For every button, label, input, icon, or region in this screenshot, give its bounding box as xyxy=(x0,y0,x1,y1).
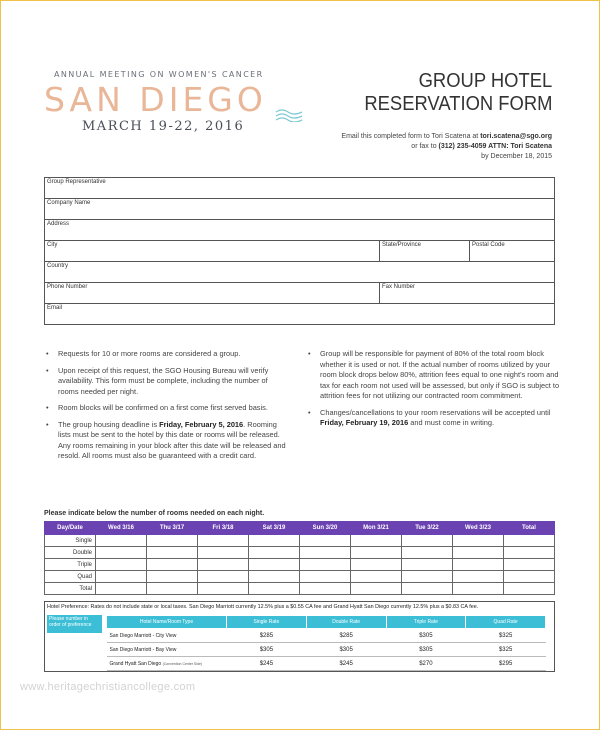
rooms-row xyxy=(45,535,555,547)
rate-value: $325 xyxy=(498,632,513,639)
hotel-name: San Diego Marriott - Bay View xyxy=(109,646,177,653)
rate-cell xyxy=(306,643,386,657)
rooms-row xyxy=(45,571,555,583)
rate-value: $305 xyxy=(339,646,353,653)
hotel-name-note: (Convention Center Side) xyxy=(162,661,203,666)
room-count-cell[interactable] xyxy=(147,535,198,547)
hotel-name-cell xyxy=(107,629,227,643)
rooms-column-header: Day/Date xyxy=(45,522,96,535)
country-field[interactable]: Country xyxy=(45,262,555,283)
rate-column-header: Single Rate xyxy=(227,616,307,629)
rate-cell xyxy=(466,629,546,643)
room-type-label: Triple xyxy=(45,559,96,571)
hotel-name: Grand Hyatt San Diego xyxy=(109,660,162,667)
room-count-cell[interactable] xyxy=(504,571,555,583)
rate-cell xyxy=(466,657,546,671)
room-count-cell[interactable] xyxy=(300,547,351,559)
rooms-column-header: Wed 3/16 xyxy=(96,522,147,535)
room-count-cell[interactable] xyxy=(96,547,147,559)
form-title-line2: RESERVATION FORM xyxy=(363,93,552,115)
hotel-row xyxy=(107,657,546,671)
instruction-text: Room blocks will be confirmed on a first come first served basis. xyxy=(58,403,268,412)
room-count-cell[interactable] xyxy=(504,559,555,571)
postal-code-field[interactable]: Postal Code xyxy=(470,241,555,262)
room-count-cell[interactable] xyxy=(147,547,198,559)
rate-value: $325 xyxy=(498,646,513,653)
room-count-cell[interactable] xyxy=(453,583,504,595)
rate-value: $245 xyxy=(339,660,353,667)
room-count-cell[interactable] xyxy=(249,583,300,595)
instructions-right xyxy=(306,349,560,435)
room-count-cell[interactable] xyxy=(300,535,351,547)
rate-column-header: Double Rate xyxy=(306,616,386,629)
hotel-rates-table xyxy=(106,615,546,671)
rate-value: $285 xyxy=(259,632,274,639)
rate-cell xyxy=(227,629,307,643)
rooms-column-header: Total xyxy=(504,522,555,535)
preference-instruction: Please number in order of preference xyxy=(47,615,102,633)
instruction-text-after: and must come in writing. xyxy=(408,418,495,427)
room-count-cell[interactable] xyxy=(147,559,198,571)
rooms-column-header: Sun 3/20 xyxy=(300,522,351,535)
rooms-column-header: Thu 3/17 xyxy=(147,522,198,535)
rooms-column-header: Sat 3/19 xyxy=(249,522,300,535)
room-type-label: Total xyxy=(45,583,96,595)
rate-cell xyxy=(306,657,386,671)
room-count-cell[interactable] xyxy=(300,559,351,571)
rate-value: $270 xyxy=(419,660,433,667)
room-count-cell[interactable] xyxy=(96,571,147,583)
room-type-label: Quad xyxy=(45,571,96,583)
room-count-cell[interactable] xyxy=(453,535,504,547)
form-title-line1: GROUP HOTEL xyxy=(418,70,552,92)
group-representative-field[interactable]: Group Representative xyxy=(45,178,555,199)
hotel-row xyxy=(107,643,546,657)
instruction-text: Group will be responsible for payment of 80% of the total room block whether it is used or not. If the actual number of rooms utilized by your room block drops below 80%, attrition fees equal to one night's room and tax for each room not used will be assessed, but only if SGO is subject to attrition fees for not utilizing our contracted room commitment. xyxy=(320,349,560,400)
room-count-cell[interactable] xyxy=(198,583,249,595)
rate-cell xyxy=(386,629,466,643)
contact-info xyxy=(341,132,552,162)
room-type-label: Single xyxy=(45,535,96,547)
instruction-text: The group housing deadline is xyxy=(58,419,160,429)
rate-column-header: Quad Rate xyxy=(466,616,546,629)
rate-value: $285 xyxy=(339,632,353,639)
contact-email-link[interactable]: tori.scatena@sgo.org xyxy=(480,133,552,140)
room-count-cell[interactable] xyxy=(249,535,300,547)
room-count-cell[interactable] xyxy=(402,559,453,571)
room-count-cell[interactable] xyxy=(504,547,555,559)
rate-value: $305 xyxy=(259,646,274,653)
instruction-text-after: . Rooming lists must be sent to the hotel by this date or rooms will be released. Any rooms remaining in your block after this date will be released and resold. All rooms must also be guaranteed with a credit card. xyxy=(58,419,286,460)
rate-cell xyxy=(386,643,466,657)
rate-column-header: Triple Rate xyxy=(386,616,466,629)
event-dates: MARCH 19-22, 2016 xyxy=(82,119,245,134)
room-type-label: Double xyxy=(45,547,96,559)
room-count-cell[interactable] xyxy=(96,559,147,571)
room-count-cell[interactable] xyxy=(249,559,300,571)
room-count-cell[interactable] xyxy=(453,559,504,571)
contact-info-form xyxy=(44,177,555,325)
rooms-column-header: Wed 3/23 xyxy=(453,522,504,535)
rate-column-header: Hotel Name/Room Type xyxy=(107,616,227,629)
instruction-text: Changes/cancellations to your room reservations will be accepted until xyxy=(320,407,551,417)
state-province-field[interactable]: State/Province xyxy=(380,241,470,262)
phone-number-field[interactable]: Phone Number xyxy=(45,283,380,304)
contact-fax: (312) 235-4059 ATTN: Tori Scatena xyxy=(438,143,552,150)
instruction-item xyxy=(44,349,289,360)
room-count-cell[interactable] xyxy=(504,535,555,547)
room-count-cell[interactable] xyxy=(402,535,453,547)
rooms-row xyxy=(45,547,555,559)
instruction-text: Upon receipt of this request, the SGO Housing Bureau will verify availability. This form must be complete, including the number of rooms needed per night. xyxy=(58,365,269,396)
hotel-preference-note: Hotel Preference: Rates do not include state or local taxes. San Diego Marriott currently 12.5% plus a $0.55 CA fee and Grand Hyatt San Diego currently 12.5% plus a $0.83 CA fee. xyxy=(47,604,479,610)
room-count-cell[interactable] xyxy=(504,583,555,595)
rooms-row xyxy=(45,583,555,595)
room-count-cell[interactable] xyxy=(249,547,300,559)
contact-line2-prefix: or fax to xyxy=(411,143,439,150)
event-name: ANNUAL MEETING ON WOMEN'S CANCER xyxy=(54,70,264,79)
room-count-cell[interactable] xyxy=(198,571,249,583)
rate-value: $305 xyxy=(419,632,433,639)
hotel-name: San Diego Marriott - City View xyxy=(109,632,177,639)
room-count-cell[interactable] xyxy=(351,535,402,547)
room-count-cell[interactable] xyxy=(147,583,198,595)
hotel-preference-box xyxy=(44,601,555,672)
rate-cell xyxy=(306,629,386,643)
event-city-logo: SAN DIEGO xyxy=(44,80,267,119)
room-count-cell[interactable] xyxy=(453,547,504,559)
instruction-item xyxy=(44,420,289,462)
rooms-column-header: Fri 3/18 xyxy=(198,522,249,535)
rooms-per-night-table xyxy=(44,521,555,595)
rate-cell xyxy=(386,657,466,671)
room-count-cell[interactable] xyxy=(402,547,453,559)
rate-value: $295 xyxy=(498,660,513,667)
room-count-cell[interactable] xyxy=(96,535,147,547)
hotel-name-cell xyxy=(107,657,227,671)
room-count-cell[interactable] xyxy=(147,571,198,583)
hotel-name-cell xyxy=(107,643,227,657)
contact-line1-prefix: Email this completed form to Tori Scatena at xyxy=(341,133,481,140)
city-field[interactable]: City xyxy=(45,241,380,262)
instruction-deadline: Friday, February 19, 2016 xyxy=(320,418,409,427)
room-count-cell[interactable] xyxy=(351,547,402,559)
room-count-cell[interactable] xyxy=(198,535,249,547)
rate-cell xyxy=(466,643,546,657)
company-name-field[interactable]: Company Name xyxy=(45,199,555,220)
room-count-cell[interactable] xyxy=(300,571,351,583)
rate-value: $305 xyxy=(419,646,433,653)
room-count-cell[interactable] xyxy=(453,571,504,583)
room-count-cell[interactable] xyxy=(351,559,402,571)
instruction-text: Requests for 10 or more rooms are considered a group. xyxy=(58,349,241,358)
wave-icon xyxy=(275,108,303,122)
instruction-item xyxy=(44,403,289,414)
room-count-cell[interactable] xyxy=(402,583,453,595)
instruction-item xyxy=(306,349,560,402)
rate-cell xyxy=(227,643,307,657)
email-field[interactable]: Email xyxy=(45,304,555,325)
room-count-cell[interactable] xyxy=(351,583,402,595)
room-count-cell[interactable] xyxy=(300,583,351,595)
room-count-cell[interactable] xyxy=(249,571,300,583)
instruction-item xyxy=(306,408,560,429)
room-count-cell[interactable] xyxy=(402,571,453,583)
instructions-left xyxy=(44,349,289,468)
instruction-deadline: Friday, February 5, 2016 xyxy=(159,419,244,429)
room-count-cell[interactable] xyxy=(96,583,147,595)
rooms-row xyxy=(45,559,555,571)
room-count-cell[interactable] xyxy=(198,559,249,571)
room-count-cell[interactable] xyxy=(198,547,249,559)
hotel-row xyxy=(107,629,546,643)
rate-value: $245 xyxy=(259,660,274,667)
instruction-item xyxy=(44,366,289,398)
rooms-column-header: Mon 3/21 xyxy=(351,522,402,535)
contact-deadline: by December 18, 2015 xyxy=(481,153,552,160)
rooms-column-header: Tue 3/22 xyxy=(402,522,453,535)
address-field[interactable]: Address xyxy=(45,220,555,241)
rooms-heading: Please indicate below the number of rooms needed on each night. xyxy=(44,510,265,517)
room-count-cell[interactable] xyxy=(351,571,402,583)
rate-cell xyxy=(227,657,307,671)
watermark-text: www.heritagechristiancollege.com xyxy=(20,681,196,693)
fax-number-field[interactable]: Fax Number xyxy=(380,283,555,304)
